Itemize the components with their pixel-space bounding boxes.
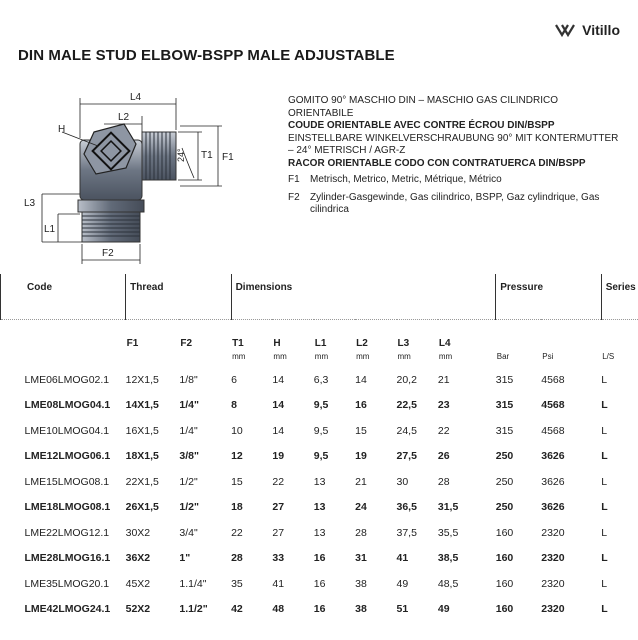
unit: mm xyxy=(232,352,246,361)
table-group-header xyxy=(1,274,638,320)
cell-l1: 13 xyxy=(313,526,326,539)
cell-f1: 18X1,5 xyxy=(125,450,159,463)
cell-psi: 3626 xyxy=(541,475,565,488)
col-l4: L4 xyxy=(438,338,451,349)
cell-psi: 3626 xyxy=(541,450,565,463)
col-l3: L3 xyxy=(397,338,410,349)
cell-bar: 160 xyxy=(495,526,514,539)
cell-f1: 36X2 xyxy=(125,552,151,565)
cell-h: 27 xyxy=(272,501,285,514)
cell-f1: 52X2 xyxy=(125,603,151,616)
col-l2: L2 xyxy=(356,338,368,349)
cell-l2: 14 xyxy=(355,373,367,386)
unit: Bar xyxy=(496,352,510,361)
cell-bar: 250 xyxy=(495,475,514,488)
cell-l1: 16 xyxy=(313,577,326,590)
dim-label-f1: F1 xyxy=(222,152,234,163)
table-row xyxy=(1,571,638,597)
cell-t1: 42 xyxy=(231,603,243,616)
cell-f1: 12X1,5 xyxy=(125,373,159,386)
table-column-header xyxy=(1,324,638,351)
cell-l2: 28 xyxy=(355,526,367,539)
cell-series: L xyxy=(601,424,608,437)
cell-l3: 20,2 xyxy=(396,373,417,386)
brand-name: Vitillo xyxy=(582,22,620,38)
cell-l1: 9,5 xyxy=(313,424,329,437)
cell-l4: 38,5 xyxy=(437,552,459,565)
cell-f2: 1/2" xyxy=(179,475,198,488)
cell-code: LME06LMOG02.1 xyxy=(24,373,110,386)
cell-l2: 21 xyxy=(355,475,367,488)
cell-l1: 13 xyxy=(313,475,326,488)
cell-f2: 3/4" xyxy=(179,526,198,539)
cell-t1: 6 xyxy=(231,373,237,386)
cell-series: L xyxy=(601,603,608,616)
table-row xyxy=(1,367,638,393)
cell-l1: 16 xyxy=(313,552,326,565)
cell-h: 33 xyxy=(272,552,285,565)
cell-psi: 2320 xyxy=(541,577,565,590)
cell-bar: 160 xyxy=(495,603,514,616)
dim-label-f2: F2 xyxy=(102,248,114,259)
cell-t1: 12 xyxy=(231,450,243,463)
cell-t1: 10 xyxy=(231,424,243,437)
cell-l2: 19 xyxy=(355,450,367,463)
cell-l1: 6,3 xyxy=(313,373,329,386)
dim-label-l3: L3 xyxy=(24,198,36,209)
dim-label-angle: 24° xyxy=(176,148,186,162)
header-code: Code xyxy=(1,274,126,320)
cell-series: L xyxy=(601,450,608,463)
col-t1: T1 xyxy=(232,338,244,349)
cell-series: L xyxy=(601,577,608,590)
cell-l4: 31,5 xyxy=(437,501,459,514)
table-row xyxy=(1,495,638,521)
cell-f1: 45X2 xyxy=(125,577,151,590)
table-row xyxy=(1,520,638,546)
fitting-drawing xyxy=(18,82,268,272)
cell-f2: 1/2" xyxy=(179,501,199,514)
cell-f1: 14X1,5 xyxy=(125,399,159,412)
cell-t1: 22 xyxy=(231,526,243,539)
cell-l4: 28 xyxy=(437,475,450,488)
cell-l4: 21 xyxy=(437,373,450,386)
dim-label-l4: L4 xyxy=(130,92,142,103)
table-row xyxy=(1,469,638,495)
note-text: Zylinder-Gasgewinde, Gas cilindrico, BSPP, Gaz cylindrique, Gas cilindrica xyxy=(310,192,600,215)
description-es: RACOR ORIENTABLE CODO CON CONTRATUERCA DIN/BSPP xyxy=(288,157,586,169)
cell-t1: 15 xyxy=(231,475,243,488)
cell-l1: 9,5 xyxy=(313,399,329,412)
cell-t1: 28 xyxy=(231,552,243,565)
cell-f1: 30X2 xyxy=(125,526,151,539)
col-f2: F2 xyxy=(180,338,193,349)
cell-l4: 26 xyxy=(437,450,450,463)
cell-l3: 27,5 xyxy=(396,450,417,463)
cell-t1: 35 xyxy=(231,577,243,590)
cell-code: LME08LMOG04.1 xyxy=(24,399,111,412)
cell-psi: 2320 xyxy=(541,526,565,539)
cell-l2: 31 xyxy=(355,552,367,565)
cell-t1: 8 xyxy=(231,399,237,412)
vitillo-logo-icon xyxy=(554,22,576,38)
table-row xyxy=(1,546,638,572)
cell-f1: 22X1,5 xyxy=(125,475,159,488)
unit: L/S xyxy=(602,352,615,361)
header-thread: Thread xyxy=(126,274,231,320)
cell-code: LME15LMOG08.1 xyxy=(24,475,110,488)
cell-h: 19 xyxy=(272,450,285,463)
cell-code: LME10LMOG04.1 xyxy=(24,424,110,437)
cell-l4: 22 xyxy=(437,424,450,437)
thread-notes xyxy=(288,174,623,222)
cell-h: 27 xyxy=(272,526,285,539)
cell-f2: 1/4" xyxy=(179,399,199,412)
cell-f2: 1.1/4" xyxy=(179,577,207,590)
dim-label-l2: L2 xyxy=(118,112,130,123)
note-key: F1 xyxy=(288,174,300,185)
note-f2 xyxy=(288,192,623,216)
cell-l2: 38 xyxy=(355,577,367,590)
cell-psi: 4568 xyxy=(541,424,565,437)
header-dimensions: Dimensions xyxy=(231,274,496,320)
cell-f2: 1" xyxy=(179,552,191,565)
cell-series: L xyxy=(601,526,608,539)
cell-series: L xyxy=(601,501,608,514)
cell-series: L xyxy=(601,399,608,412)
cell-l3: 49 xyxy=(396,577,409,590)
cell-l4: 48,5 xyxy=(437,577,459,590)
cell-h: 14 xyxy=(272,424,285,437)
cell-l3: 24,5 xyxy=(396,424,417,437)
dim-label-t1: T1 xyxy=(201,150,213,161)
cell-f1: 16X1,5 xyxy=(125,424,159,437)
cell-l3: 30 xyxy=(396,475,409,488)
cell-code: LME35LMOG20.1 xyxy=(24,577,110,590)
cell-psi: 4568 xyxy=(541,373,565,386)
cell-l1: 16 xyxy=(313,603,326,616)
col-l1: L1 xyxy=(314,338,327,349)
table-row xyxy=(1,418,638,444)
unit: mm xyxy=(356,352,370,361)
unit: mm xyxy=(397,352,411,361)
cell-psi: 4568 xyxy=(541,399,565,412)
unit: Psi xyxy=(542,352,554,361)
cell-l2: 16 xyxy=(355,399,367,412)
cell-h: 48 xyxy=(272,603,285,616)
col-h: H xyxy=(273,338,281,349)
cell-l1: 9,5 xyxy=(313,450,329,463)
cell-psi: 2320 xyxy=(541,603,565,616)
cell-series: L xyxy=(601,475,608,488)
cell-psi: 2320 xyxy=(541,552,565,565)
note-key: F2 xyxy=(288,192,300,203)
cell-l1: 13 xyxy=(313,501,326,514)
description-fr: COUDE ORIENTABLE AVEC CONTRE ÉCROU DIN/BSPP xyxy=(288,120,555,131)
description-de: EINSTELLBARE WINKELVERSCHRAUBUNG 90° MIT KONTERMUTTER – 24° METRISCH / AGR-Z xyxy=(288,132,619,156)
cell-code: LME22LMOG12.1 xyxy=(24,526,110,539)
unit: mm xyxy=(314,352,329,361)
note-f1 xyxy=(288,174,623,186)
cell-f1: 26X1,5 xyxy=(125,501,159,514)
cell-l4: 35,5 xyxy=(437,526,459,539)
cell-f2: 1/4" xyxy=(179,424,198,437)
cell-f2: 1.1/2" xyxy=(179,603,208,616)
cell-psi: 3626 xyxy=(541,501,565,514)
cell-l4: 49 xyxy=(437,603,450,616)
brand-logo xyxy=(554,22,620,38)
cell-l3: 51 xyxy=(396,603,409,616)
cell-f2: 1/8" xyxy=(179,373,198,386)
cell-l2: 38 xyxy=(355,603,367,616)
cell-code: LME18LMOG08.1 xyxy=(24,501,111,514)
cell-series: L xyxy=(601,373,608,386)
unit: mm xyxy=(273,352,287,361)
dim-label-h: H xyxy=(58,124,66,135)
cell-bar: 315 xyxy=(495,399,514,412)
cell-l2: 15 xyxy=(355,424,367,437)
cell-code: LME42LMOG24.1 xyxy=(24,603,111,616)
header-series: Series xyxy=(601,274,638,320)
table-row xyxy=(1,444,638,470)
cell-bar: 250 xyxy=(495,450,514,463)
cell-l2: 24 xyxy=(355,501,367,514)
cell-h: 14 xyxy=(272,373,285,386)
cell-code: LME12LMOG06.1 xyxy=(24,450,111,463)
header-pressure: Pressure xyxy=(496,274,601,320)
cell-t1: 18 xyxy=(231,501,243,514)
cell-bar: 160 xyxy=(495,552,514,565)
cell-bar: 315 xyxy=(495,424,514,437)
cell-h: 41 xyxy=(272,577,285,590)
specs-table xyxy=(0,274,638,622)
col-f1: F1 xyxy=(126,338,139,349)
description-it: GOMITO 90° MASCHIO DIN – MASCHIO GAS CILINDRICO ORIENTABILE xyxy=(288,95,558,119)
table-units-row xyxy=(1,351,638,367)
product-description xyxy=(288,95,623,170)
dim-label-l1: L1 xyxy=(44,224,56,235)
cell-h: 22 xyxy=(272,475,285,488)
table-body xyxy=(1,367,638,622)
cell-bar: 160 xyxy=(495,577,514,590)
cell-bar: 250 xyxy=(495,501,514,514)
cell-l3: 37,5 xyxy=(396,526,417,539)
cell-l3: 41 xyxy=(396,552,409,565)
cell-code: LME28LMOG16.1 xyxy=(24,552,111,565)
page-title: DIN MALE STUD ELBOW-BSPP MALE ADJUSTABLE xyxy=(18,47,395,64)
cell-l4: 23 xyxy=(437,399,450,412)
cell-h: 14 xyxy=(272,399,285,412)
cell-l3: 22,5 xyxy=(396,399,417,412)
unit: mm xyxy=(438,352,453,361)
table-row xyxy=(1,597,638,623)
table-row xyxy=(1,393,638,419)
cell-l3: 36,5 xyxy=(396,501,417,514)
cell-bar: 315 xyxy=(495,373,514,386)
cell-series: L xyxy=(601,552,608,565)
cell-f2: 3/8" xyxy=(179,450,199,463)
note-text: Metrisch, Metrico, Metric, Métrique, Métrico xyxy=(310,174,502,185)
